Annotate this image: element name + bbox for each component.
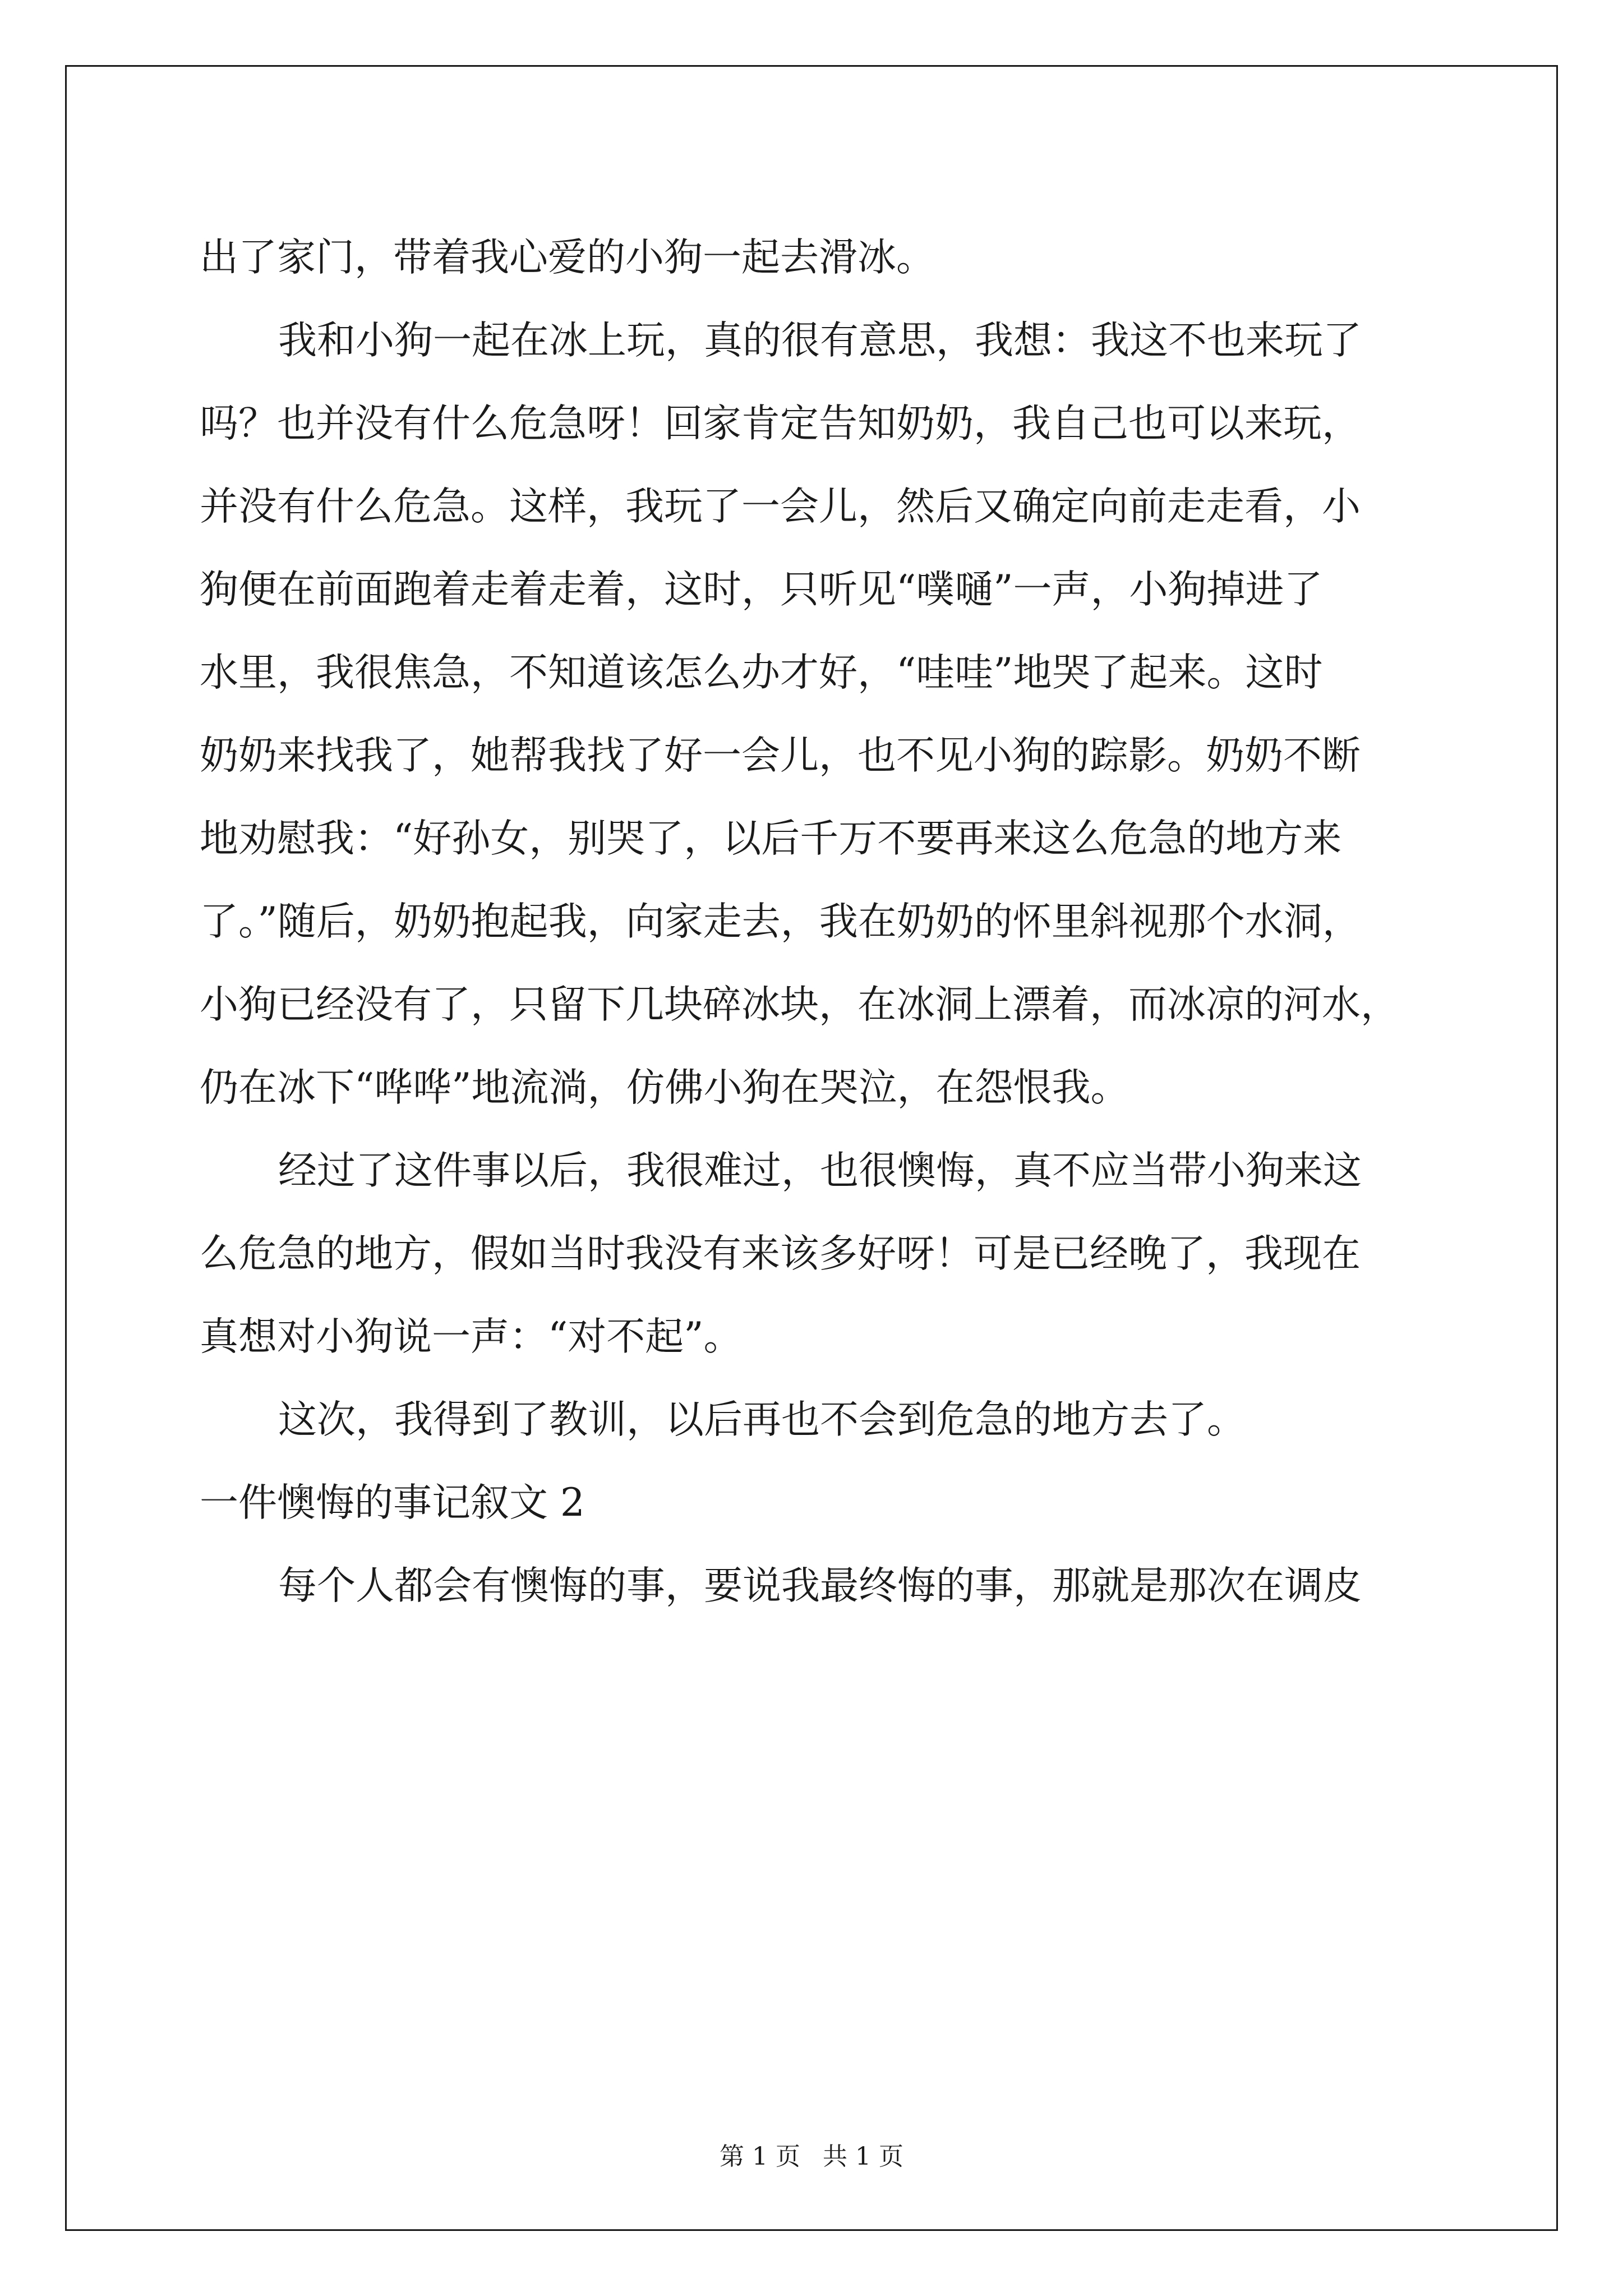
text-line-12: 经过了这件事以后，我很难过，也很懊悔，真不应当带小狗来这 [278, 1148, 1362, 1193]
text-line-17: 每个人都会有懊悔的事，要说我最终悔的事，那就是那次在调皮 [278, 1563, 1362, 1608]
text-line-15: 这次，我得到了教训，以后再也不会到危急的地方去了。 [278, 1397, 1246, 1442]
text-line-7: 奶奶来找我了，她帮我找了好一会儿，也不见小狗的踪影。奶奶不断 [200, 733, 1361, 778]
text-line-14: 真想对小狗说一声：“对不起”。 [200, 1314, 743, 1359]
text-line-11: 仍在冰下“哗哗”地流淌，仿佛小狗在哭泣，在怨恨我。 [200, 1065, 1129, 1110]
section-heading: 一件懊悔的事记叙文 2 [200, 1480, 585, 1525]
text-line-10: 小狗已经没有了，只留下几块碎冰块，在冰洞上漂着，而冰凉的河水， [200, 982, 1399, 1027]
text-line-8: 地劝慰我：“好孙女，别哭了，以后千万不要再来这么危急的地方来 [200, 816, 1342, 861]
text-line-1: 出了家门，带着我心爱的小狗一起去滑冰。 [200, 235, 935, 280]
page-footer [0, 2140, 1623, 2174]
document-body [200, 216, 1445, 1627]
text-line-13: 么危急的地方，假如当时我没有来该多好呀！可是已经晚了，我现在 [200, 1231, 1361, 1276]
text-line-2: 我和小狗一起在冰上玩，真的很有意思，我想：我这不也来玩了 [278, 318, 1362, 363]
text-line-9: 了。”随后，奶奶抱起我，向家走去，我在奶奶的怀里斜视那个水洞， [200, 899, 1361, 944]
page-number-total: 共 1 页 [823, 2142, 903, 2171]
text-line-6: 水里，我很焦急，不知道该怎么办才好，“哇哇”地哭了起来。这时 [200, 650, 1323, 695]
page-number-current: 第 1 页 [720, 2142, 800, 2171]
text-line-4: 并没有什么危急。这样，我玩了一会儿，然后又确定向前走走看，小 [200, 484, 1361, 529]
text-line-3: 吗？也并没有什么危急呀！回家肯定告知奶奶，我自己也可以来玩， [200, 401, 1361, 446]
text-line-5: 狗便在前面跑着走着走着，这时，只听见“噗嗵”一声，小狗掉进了 [200, 567, 1323, 612]
